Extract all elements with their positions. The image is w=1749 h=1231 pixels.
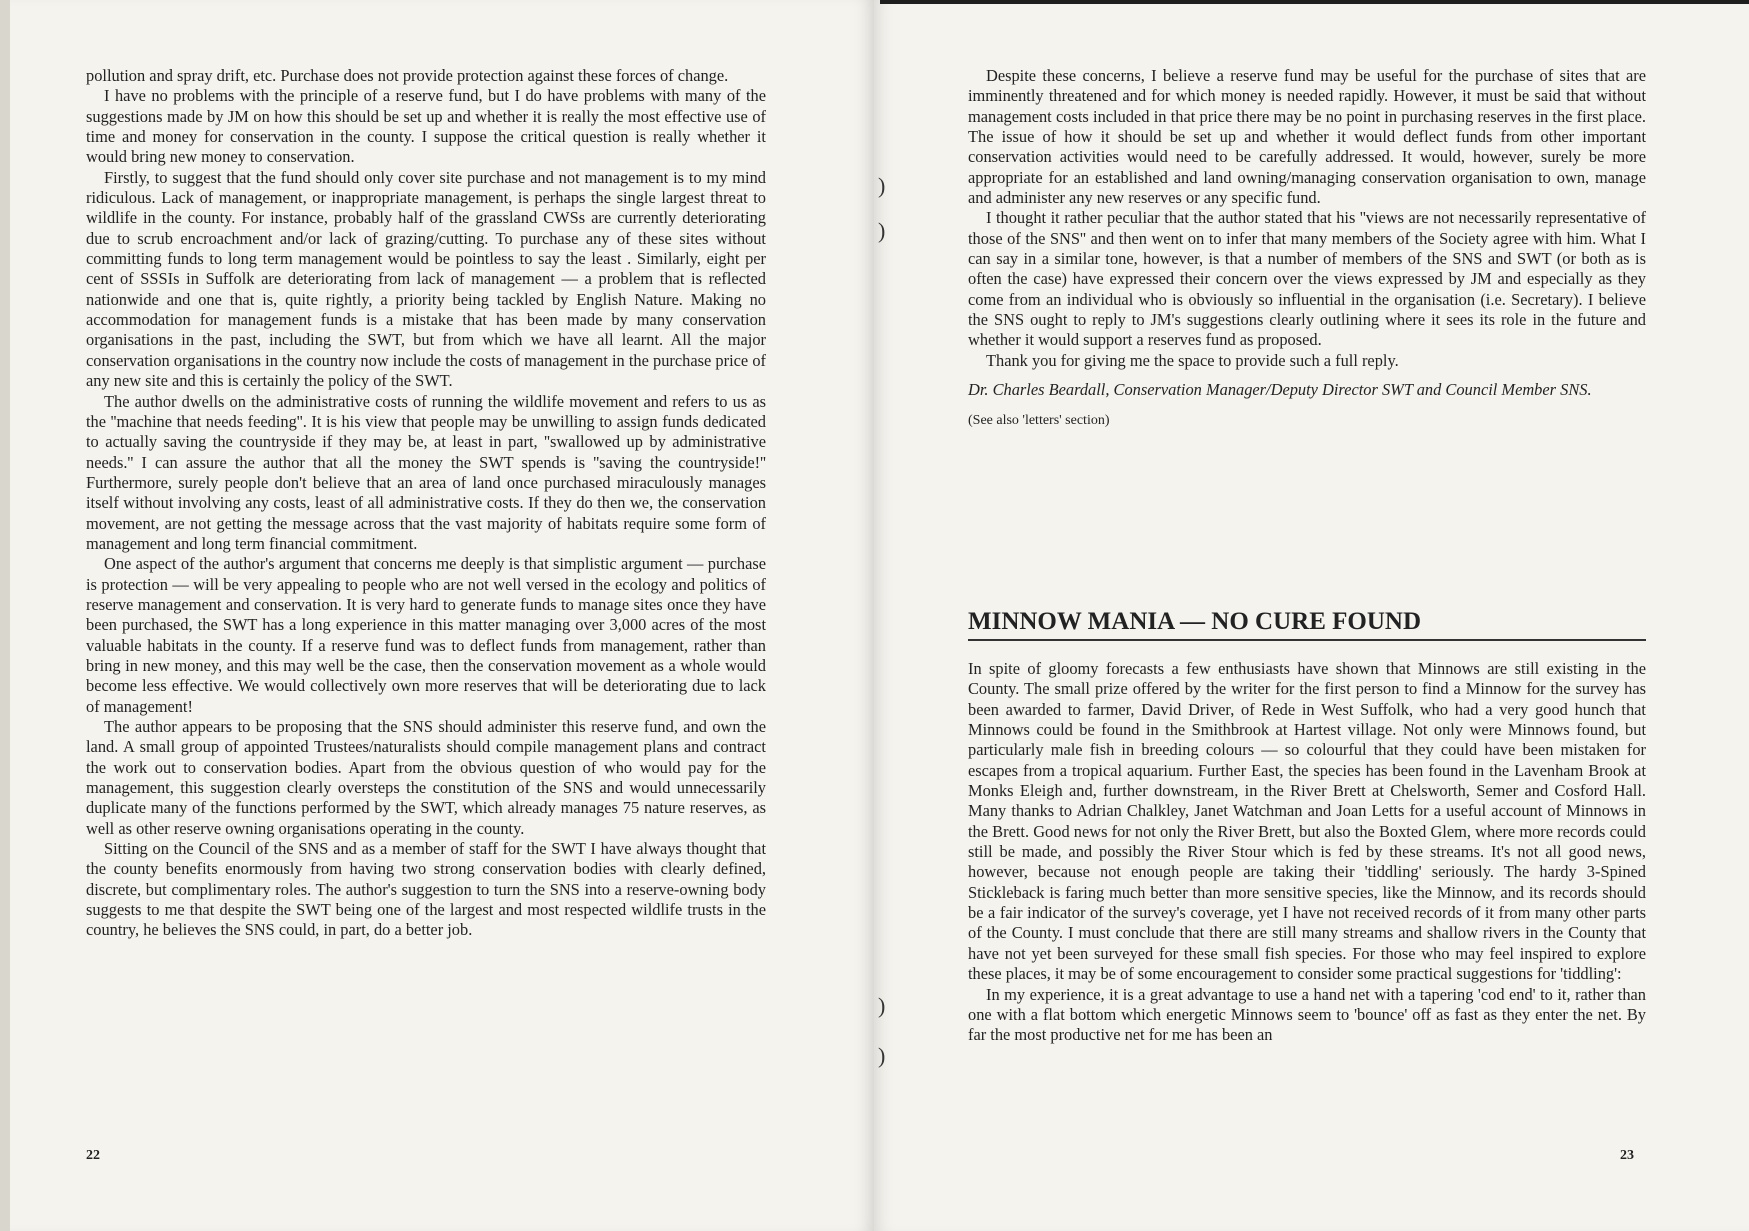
paragraph: The author dwells on the administrative costs of running the wildlife movement and refers to us as the ''machine that needs feeding''. It is his view that people may be unwilling to assign funds dedicated to actually saving the countryside if they may be, at least in part, ''swallowed up by administrative needs.'' I can assure the author that all the money the SWT spends is ''saving the countryside!'' Furthermore, surely people don't believe that an area of land once purchased miraculously manages itself without involving any costs, least of all administrative costs. If they do then we, the conservation movement, are not getting the message across that the vast majority of habitats require some form of management and long term financial commitment. xyxy=(86,391,766,553)
paragraph: Despite these concerns, I believe a reserve fund may be useful for the purchase of sites that are imminently threatened and for which money is needed rapidly. However, it must be said that without management costs included in that price there may be no point in purchasing reserves in the first place. The issue of how it should be set up and whether it would deflect funds from other important conservation activities would need to be carefully addressed. It would, however, surely be more appropriate for an established and land owning/managing conservation organisation to own, manage and administer any new reserves or any specific fund. xyxy=(968,66,1646,208)
binding-mark: ) xyxy=(878,993,886,1018)
page-number: 22 xyxy=(86,1148,100,1163)
binding-mark: ) xyxy=(878,1043,886,1068)
paragraph: I thought it rather peculiar that the author stated that his ''views are not necessarily representative of those of the SNS'' and then went on to infer that many members of the Society agree with him. What I can say in a similar tone, however, is that a number of members of the SNS and SWT (or both as is often the case) have expressed their concern over the views expressed by JM and especially as they come from an individual who is obviously so influential in the organisation (i.e. Secretary). I believe the SNS ought to reply to JM's suggestions clearly outlining where it sees its role in the future and whether it would support a reserves fund as proposed. xyxy=(968,208,1646,350)
paragraph: Sitting on the Council of the SNS and as a member of staff for the SWT I have always thought that the county benefits enormously from having two strong conservation bodies with clearly defined, discrete, but complimentary roles. The author's suggestion to turn the SNS into a reserve-owning body suggests to me that despite the SWT being one of the largest and most respected wildlife trusts in the country, he believes the SNS could, in part, do a better job. xyxy=(86,839,766,940)
page-top-edge xyxy=(880,0,1749,4)
paragraph: In spite of gloomy forecasts a few enthusiasts have shown that Minnows are still existing in the County. The small prize offered by the writer for the first person to find a Minnow for the survey has been awarded to farmer, David Driver, of Rede in West Suffolk, who had a very good hunch that Minnows could be found in the Smithbrook at Hartest village. Not only were Minnows found, but particularly male fish in breeding colours — so colourful that they could have been mistaken for escapes from a tropical aquarium. Further East, the species has been found in the Lavenham Brook at Monks Eleigh and, further downstream, in the River Brett at Chelsworth, Semer and Cosford Hall. Many thanks to Adrian Chalkley, Janet Watchman and Joan Letts for a useful account of Minnows in the Brett. Good news for not only the River Brett, but also the Boxted Glem, where more records could still be made, and possibly the River Stour which is fed by these streams. It's not all good news, however, because not enough people are taking their 'tiddling' seriously. The hardy 3-Spined Stickleback is faring much better than more sensitive species, like the Minnow, and its records should be a fair indicator of the survey's coverage, yet I have not received records of it from many other parts of the County. I must conclude that there are still many streams and shallow rivers in the County that have not yet been surveyed for these small fish species. For those who may feel inspired to explore these places, it may be of some encouragement to consider some practical suggestions for 'tiddling': xyxy=(968,659,1646,984)
paragraph: I have no problems with the principle of a reserve fund, but I do have problems with many of the suggestions made by JM on how this should be set up and whether it is really the most effective use of time and money for conservation in the county. I suppose the critical question is really whether it would bring new money to conservation. xyxy=(86,86,766,167)
see-also-note: (See also 'letters' section) xyxy=(968,412,1110,428)
article-body xyxy=(968,659,1646,1046)
paragraph: One aspect of the author's argument that concerns me deeply is that simplistic argument — purchase is protection — will be very appealing to people who are not well versed in the ecology and politics of reserve management and conservation. It is very hard to generate funds to manage sites once they have been purchased, the SWT has a long experience in this matter managing over 3,000 acres of the most valuable habitats in the county. If a reserve fund was to deflect funds from management, rather than bring in new money, and this may well be the case, then the conservation movement as a whole would become less effective. We would collectively own more reserves that will be deteriorating due to lack of management! xyxy=(86,554,766,716)
left-page xyxy=(0,0,874,1231)
paragraph: pollution and spray drift, etc. Purchase does not provide protection against these forces of change. xyxy=(86,66,729,85)
paragraph: The author appears to be proposing that the SNS should administer this reserve fund, and own the land. A small group of appointed Trustees/naturalists should compile management plans and contract the work out to conservation bodies. Apart from the obvious question of who would pay for the management, this suggestion clearly oversteps the constitution of the SNS and would unnecessarily duplicate many of the functions performed by the SWT, which already manages 75 nature reserves, as well as other reserve owning organisations operating in the county. xyxy=(86,717,766,838)
paragraph: Firstly, to suggest that the fund should only cover site purchase and not management is to my mind ridiculous. Lack of management, or inappropriate management, is perhaps the single largest threat to wildlife in the county. For instance, probably half of the grassland CWSs are currently deteriorating due to scrub encroachment and/or lack of grazing/cutting. To purchase any of these sites without committing funds to long term management would be pointless to say the least . Similarly, eight per cent of SSSIs in Suffolk are deteriorating from lack of management — a problem that is reflected nationwide and one that is, quite rightly, a priority being tackled by English Nature. Making no accommodation for management funds is a mistake that has been made by many conservation organisations in the past, including the SWT, but from which we have all learnt. All the major conservation organisations in the country now include the costs of management in the purchase price of any new site and this is certainly the policy of the SWT. xyxy=(86,167,766,391)
left-page-body xyxy=(86,66,766,941)
page-edge xyxy=(0,0,10,1231)
signature: Dr. Charles Beardall, Conservation Manager/Deputy Director SWT and Council Member SNS. xyxy=(968,380,1592,400)
binding-mark: ) xyxy=(878,218,886,243)
letter-continuation xyxy=(968,66,1646,431)
binding-mark: ) xyxy=(878,173,886,198)
paragraph: In my experience, it is a great advantage to use a hand net with a tapering 'cod end' to it, rather than one with a flat bottom which energetic Minnows seem to 'bounce' off as fast as they enter the net. By far the most productive net for me has been an xyxy=(968,984,1646,1045)
page-number: 23 xyxy=(1620,1148,1634,1163)
paragraph: Thank you for giving me the space to provide such a full reply. xyxy=(986,350,1399,370)
article-heading: MINNOW MANIA — NO CURE FOUND xyxy=(968,606,1646,641)
